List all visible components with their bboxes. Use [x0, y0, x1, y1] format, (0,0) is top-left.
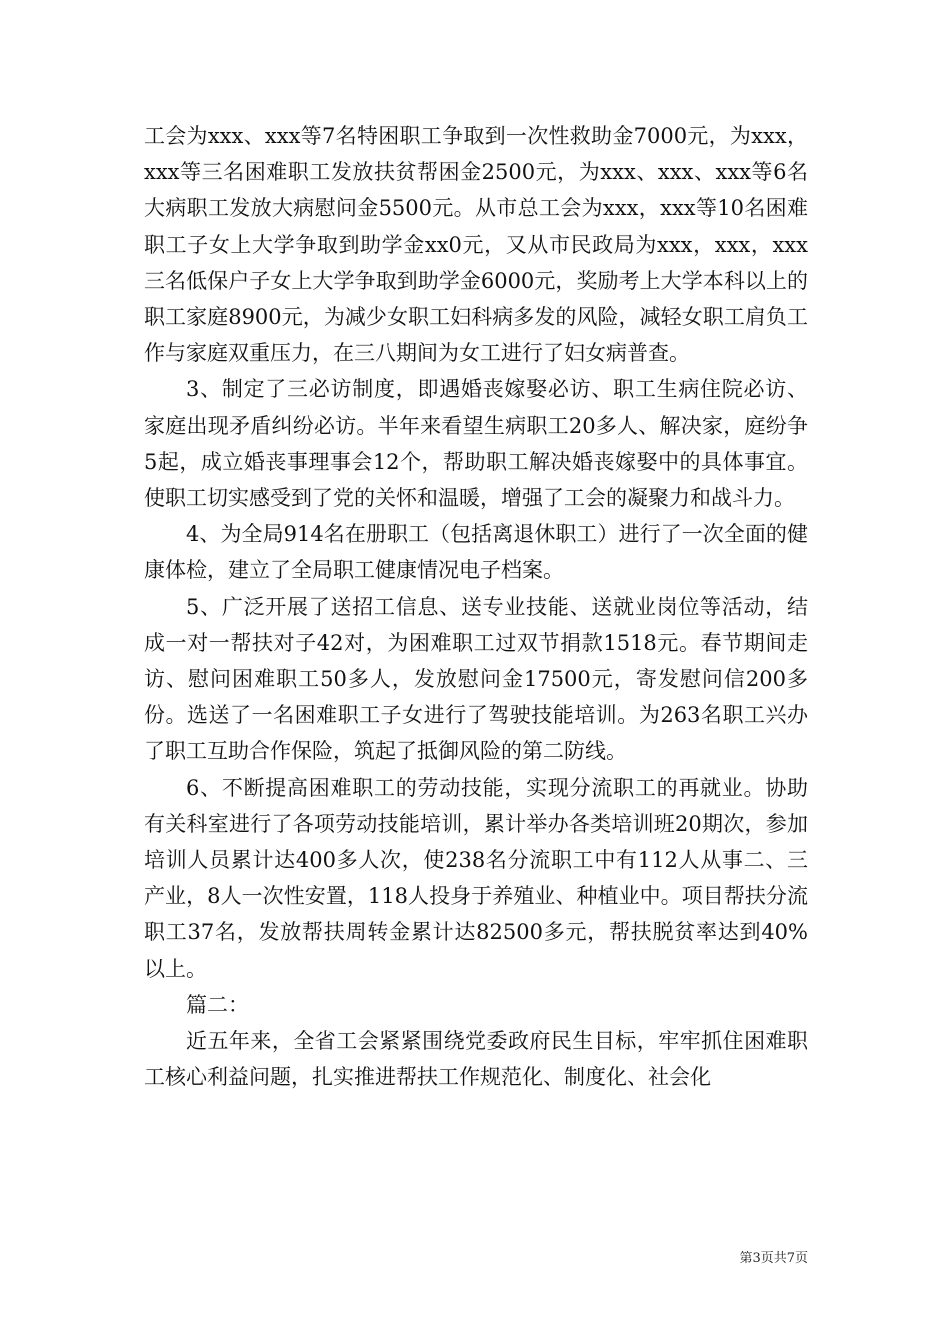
section-heading: 篇二：: [186, 992, 249, 1017]
paragraph-item-4: 4、为全局914名在册职工（包括离退休职工）进行了一次全面的健康体检，建立了全局职工健康情况电子档案。: [144, 522, 808, 583]
paragraph-section-two: 近五年来，全省工会紧紧围绕党委政府民生目标，牢牢抓住困难职工核心利益问题，扎实推进帮扶工作规范化、制度化、社会化: [144, 1029, 808, 1090]
paragraph-continued: 工会为xxx、xxx等7名特困职工争取到一次性救助金7000元，为xxx，xxx等三名困难职工发放扶贫帮困金2500元，为xxx、xxx、xxx等6名大病职工发放大病慰问金5500元。从市总工会为xxx，xxx等10名困难职工子女上大学争取到助学金xx0元，又从市民政局为xxx，xxx，xxx三名低保户子女上大学争取到助学金6000元，奖励考上大学本科以上的职工家庭8900元，为减少女职工妇科病多发的风险，减轻女职工肩负工作与家庭双重压力，在三八期间为女工进行了妇女病普查。: [144, 124, 808, 366]
page-number: 第3页共7页: [739, 1251, 808, 1266]
document-body: [144, 118, 808, 1095]
paragraph-item-6: 6、不断提高困难职工的劳动技能，实现分流职工的再就业。协助有关科室进行了各项劳动技能培训，累计举办各类培训班20期次，参加培训人员累计达400多人次，使238名分流职工中有112人从事二、三产业，8人一次性安置，118人投身于养殖业、种植业中。项目帮扶分流职工37名，发放帮扶周转金累计达82500多元，帮扶脱贫率达到40%以上。: [144, 775, 808, 981]
paragraph-item-5: 5、广泛开展了送招工信息、送专业技能、送就业岗位等活动，结成一对一帮扶对子42对，为困难职工过双节捐款1518元。春节期间走访、慰问困难职工50多人，发放慰问金17500元，寄发慰问信200多份。选送了一名困难职工子女进行了驾驶技能培训。为263名职工兴办了职工互助合作保险，筑起了抵御风险的第二防线。: [144, 594, 808, 764]
paragraph-item-3: 3、制定了三必访制度，即遇婚丧嫁娶必访、职工生病住院必访、家庭出现矛盾纠纷必访。半年来看望生病职工20多人、解决家，庭纷争5起，成立婚丧事理事会12个，帮助职工解决婚丧嫁娶中的具体事宜。使职工切实感受到了党的关怀和温暖，增强了工会的凝聚力和战斗力。: [144, 377, 808, 511]
